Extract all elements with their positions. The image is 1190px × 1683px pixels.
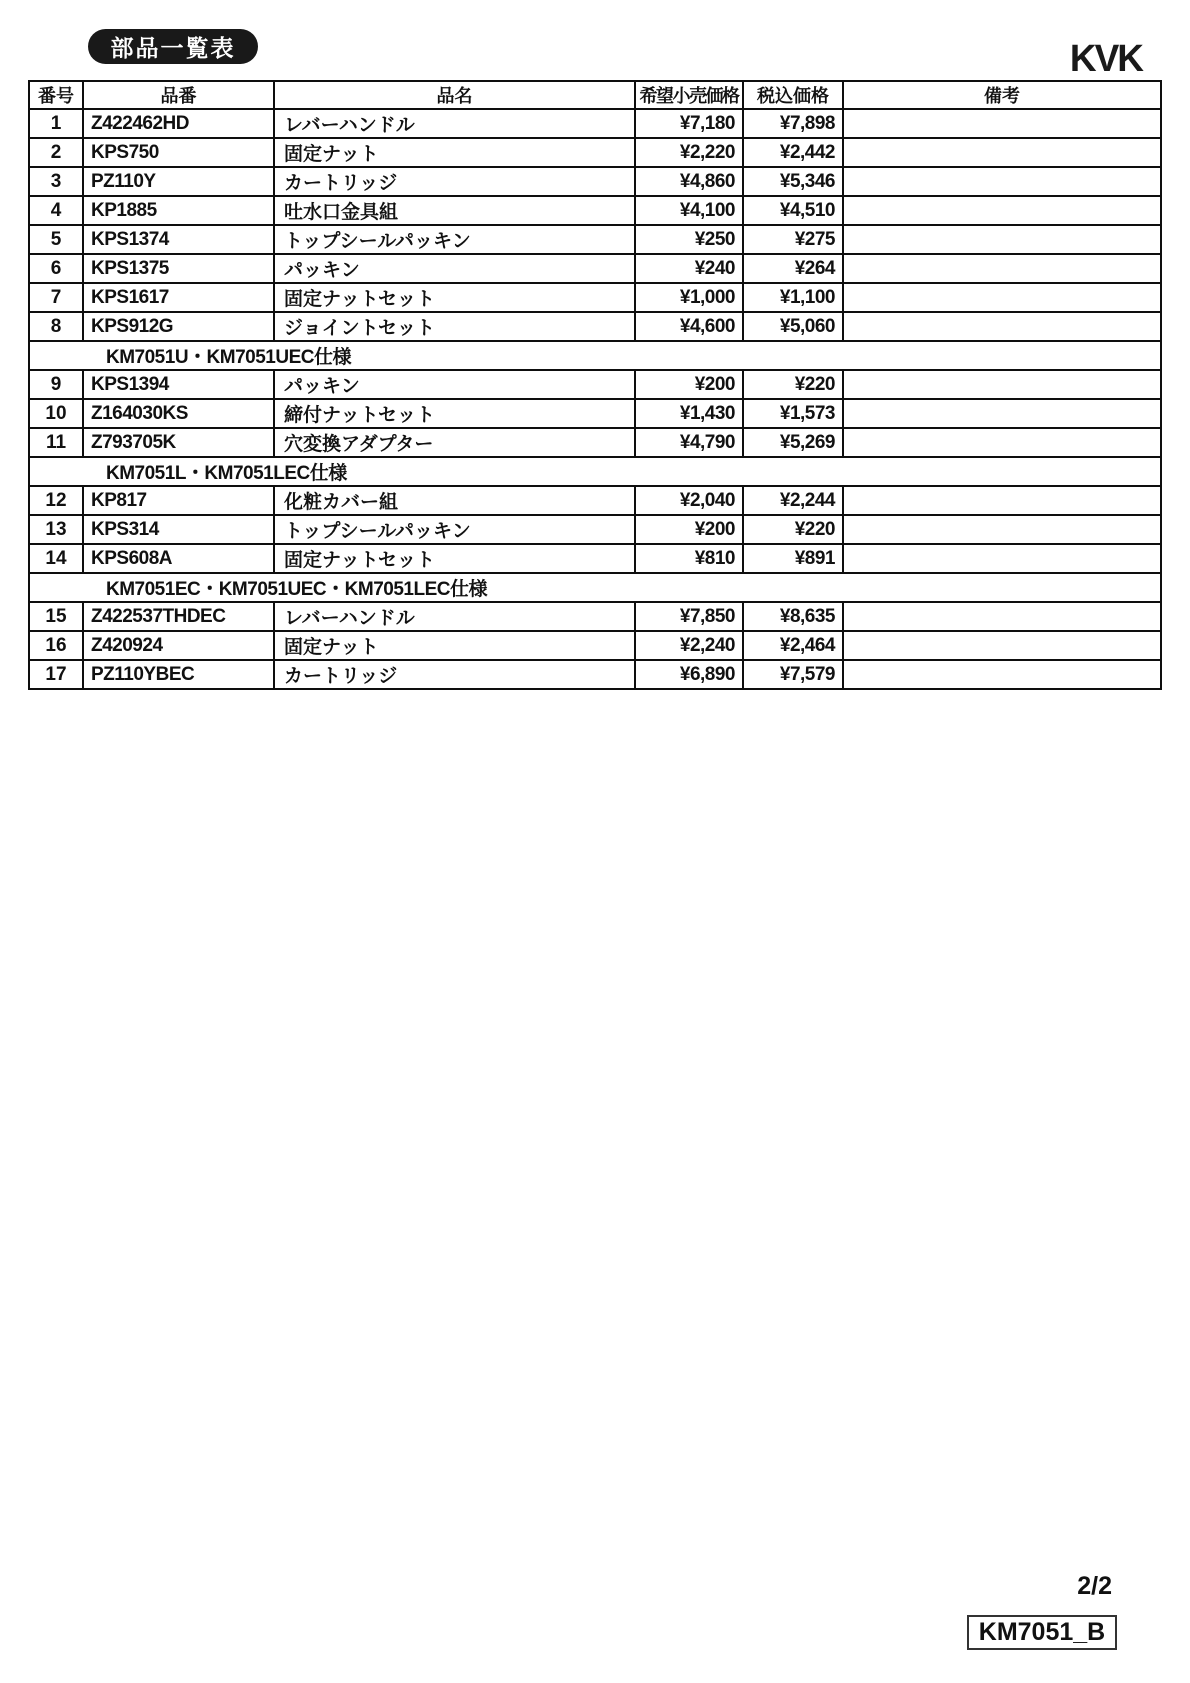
note-cell — [843, 283, 1161, 312]
row-number-cell: 7 — [29, 283, 83, 312]
section-row — [29, 457, 1161, 486]
column-header-note: 備考 — [843, 81, 1161, 109]
table-row — [29, 109, 1161, 138]
table-row — [29, 167, 1161, 196]
doc-code-box — [967, 1615, 1117, 1650]
part-name-cell: カートリッジ — [274, 660, 635, 689]
tax-price-cell: ¥5,269 — [743, 428, 843, 457]
note-cell — [843, 631, 1161, 660]
section-label: KM7051L・KM7051LEC仕様 — [29, 457, 1161, 486]
column-header-part-code: 品番 — [83, 81, 274, 109]
note-cell — [843, 602, 1161, 631]
retail-price-cell: ¥4,790 — [635, 428, 743, 457]
part-code-cell: KP817 — [83, 486, 274, 515]
table-row — [29, 225, 1161, 254]
tax-price-cell: ¥8,635 — [743, 602, 843, 631]
part-name-cell: レバーハンドル — [274, 602, 635, 631]
retail-price-cell: ¥2,240 — [635, 631, 743, 660]
retail-price-cell: ¥4,100 — [635, 196, 743, 225]
table-row — [29, 254, 1161, 283]
part-name-cell: 固定ナット — [274, 631, 635, 660]
row-number-cell: 4 — [29, 196, 83, 225]
part-name-cell: 化粧カバー組 — [274, 486, 635, 515]
part-name-cell: 固定ナット — [274, 138, 635, 167]
part-code-cell: KP1885 — [83, 196, 274, 225]
note-cell — [843, 486, 1161, 515]
table-row — [29, 631, 1161, 660]
retail-price-cell: ¥1,430 — [635, 399, 743, 428]
kvk-logo: KVK — [1069, 37, 1142, 80]
table-row — [29, 544, 1161, 573]
tax-price-cell: ¥5,346 — [743, 167, 843, 196]
row-number-cell: 8 — [29, 312, 83, 341]
part-name-cell: 固定ナットセット — [274, 283, 635, 312]
part-name-cell: 穴変換アダプター — [274, 428, 635, 457]
part-code-cell: KPS314 — [83, 515, 274, 544]
row-number-cell: 14 — [29, 544, 83, 573]
part-code-cell: KPS1374 — [83, 225, 274, 254]
part-code-cell: KPS912G — [83, 312, 274, 341]
parts-table — [28, 80, 1162, 690]
part-code-cell: Z793705K — [83, 428, 274, 457]
part-name-cell: トップシールパッキン — [274, 225, 635, 254]
column-header-tax-price: 税込価格 — [743, 81, 843, 109]
row-number-cell: 15 — [29, 602, 83, 631]
table-row — [29, 196, 1161, 225]
table-header-row — [29, 81, 1161, 109]
retail-price-cell: ¥240 — [635, 254, 743, 283]
note-cell — [843, 138, 1161, 167]
title-badge — [88, 29, 258, 64]
retail-price-cell: ¥4,860 — [635, 167, 743, 196]
table-row — [29, 515, 1161, 544]
row-number-cell: 13 — [29, 515, 83, 544]
part-name-cell: 吐水口金具組 — [274, 196, 635, 225]
part-code-cell: Z422537THDEC — [83, 602, 274, 631]
note-cell — [843, 515, 1161, 544]
part-name-cell: レバーハンドル — [274, 109, 635, 138]
table-row — [29, 486, 1161, 515]
tax-price-cell: ¥220 — [743, 515, 843, 544]
tax-price-cell: ¥2,442 — [743, 138, 843, 167]
tax-price-cell: ¥220 — [743, 370, 843, 399]
table-row — [29, 660, 1161, 689]
table-row — [29, 399, 1161, 428]
part-code-cell: KPS1394 — [83, 370, 274, 399]
tax-price-cell: ¥2,464 — [743, 631, 843, 660]
tax-price-cell: ¥5,060 — [743, 312, 843, 341]
note-cell — [843, 428, 1161, 457]
table-row — [29, 370, 1161, 399]
part-code-cell: KPS750 — [83, 138, 274, 167]
table-row — [29, 428, 1161, 457]
row-number-cell: 2 — [29, 138, 83, 167]
tax-price-cell: ¥1,100 — [743, 283, 843, 312]
row-number-cell: 3 — [29, 167, 83, 196]
retail-price-cell: ¥7,180 — [635, 109, 743, 138]
note-cell — [843, 225, 1161, 254]
retail-price-cell: ¥7,850 — [635, 602, 743, 631]
section-label: KM7051U・KM7051UEC仕様 — [29, 341, 1161, 370]
tax-price-cell: ¥7,898 — [743, 109, 843, 138]
part-name-cell: 固定ナットセット — [274, 544, 635, 573]
note-cell — [843, 254, 1161, 283]
note-cell — [843, 312, 1161, 341]
retail-price-cell: ¥810 — [635, 544, 743, 573]
retail-price-cell: ¥2,220 — [635, 138, 743, 167]
note-cell — [843, 544, 1161, 573]
part-name-cell: 締付ナットセット — [274, 399, 635, 428]
row-number-cell: 11 — [29, 428, 83, 457]
row-number-cell: 10 — [29, 399, 83, 428]
note-cell — [843, 196, 1161, 225]
tax-price-cell: ¥264 — [743, 254, 843, 283]
section-label: KM7051EC・KM7051UEC・KM7051LEC仕様 — [29, 573, 1161, 602]
retail-price-cell: ¥200 — [635, 515, 743, 544]
table-row — [29, 312, 1161, 341]
retail-price-cell: ¥250 — [635, 225, 743, 254]
tax-price-cell: ¥7,579 — [743, 660, 843, 689]
row-number-cell: 6 — [29, 254, 83, 283]
note-cell — [843, 660, 1161, 689]
column-header-part-name: 品名 — [274, 81, 635, 109]
tax-price-cell: ¥891 — [743, 544, 843, 573]
retail-price-cell: ¥1,000 — [635, 283, 743, 312]
part-code-cell: KPS608A — [83, 544, 274, 573]
row-number-cell: 12 — [29, 486, 83, 515]
row-number-cell: 9 — [29, 370, 83, 399]
section-row — [29, 341, 1161, 370]
retail-price-cell: ¥200 — [635, 370, 743, 399]
note-cell — [843, 370, 1161, 399]
tax-price-cell: ¥2,244 — [743, 486, 843, 515]
part-code-cell: PZ110YBEC — [83, 660, 274, 689]
part-code-cell: KPS1617 — [83, 283, 274, 312]
part-code-cell: Z422462HD — [83, 109, 274, 138]
part-code-cell: Z420924 — [83, 631, 274, 660]
part-name-cell: カートリッジ — [274, 167, 635, 196]
note-cell — [843, 109, 1161, 138]
row-number-cell: 1 — [29, 109, 83, 138]
retail-price-cell: ¥6,890 — [635, 660, 743, 689]
part-code-cell: KPS1375 — [83, 254, 274, 283]
part-name-cell: パッキン — [274, 254, 635, 283]
retail-price-cell: ¥4,600 — [635, 312, 743, 341]
doc-code: KM7051_B — [978, 1618, 1106, 1646]
page-number: 2/2 — [1077, 1572, 1112, 1600]
part-name-cell: パッキン — [274, 370, 635, 399]
title-badge-label: 部品一覧表 — [110, 35, 236, 61]
part-name-cell: トップシールパッキン — [274, 515, 635, 544]
table-row — [29, 283, 1161, 312]
column-header-retail-price: 希望小売価格 — [635, 81, 743, 109]
tax-price-cell: ¥275 — [743, 225, 843, 254]
section-row — [29, 573, 1161, 602]
tax-price-cell: ¥1,573 — [743, 399, 843, 428]
row-number-cell: 16 — [29, 631, 83, 660]
row-number-cell: 5 — [29, 225, 83, 254]
table-row — [29, 138, 1161, 167]
part-code-cell: PZ110Y — [83, 167, 274, 196]
table-row — [29, 602, 1161, 631]
part-name-cell: ジョイントセット — [274, 312, 635, 341]
tax-price-cell: ¥4,510 — [743, 196, 843, 225]
column-header-number: 番号 — [29, 81, 83, 109]
note-cell — [843, 399, 1161, 428]
note-cell — [843, 167, 1161, 196]
retail-price-cell: ¥2,040 — [635, 486, 743, 515]
row-number-cell: 17 — [29, 660, 83, 689]
part-code-cell: Z164030KS — [83, 399, 274, 428]
